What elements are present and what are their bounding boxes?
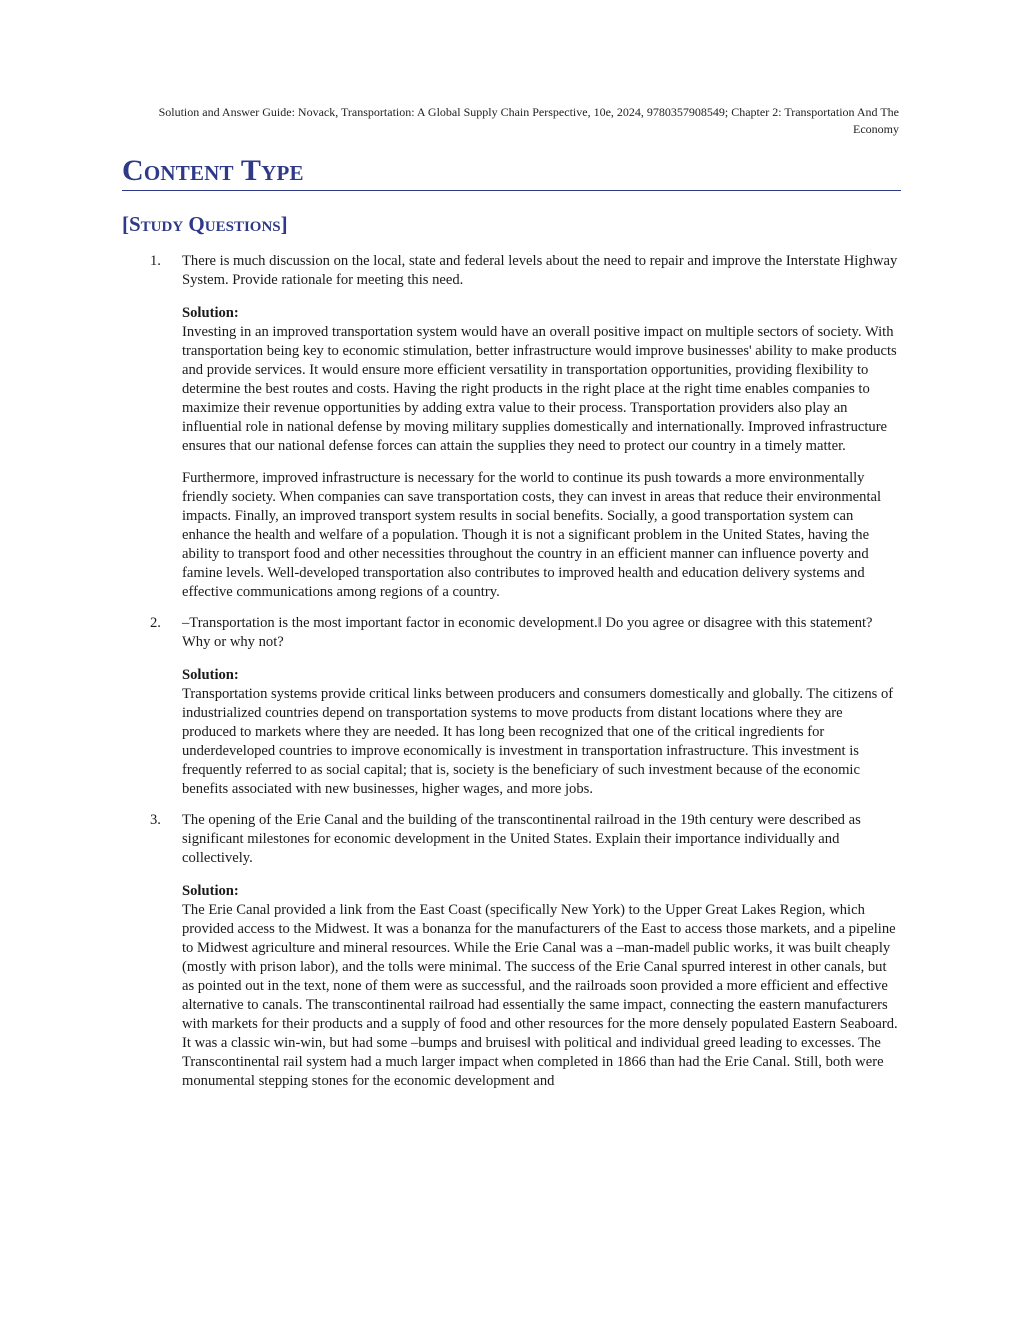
title-divider	[122, 190, 901, 191]
question-item	[150, 614, 899, 799]
solution-label: Solution:	[182, 883, 239, 899]
question-number: 1.	[150, 253, 161, 269]
question-item	[150, 811, 899, 1091]
study-questions-heading: [Study Questions]	[122, 212, 288, 236]
question-text: There is much discussion on the local, state and federal levels about the need to repair and improve the Interstate Highway System. Provide rationale for meeting this need.	[182, 253, 898, 288]
questions-list	[150, 252, 899, 1103]
content-type-title: Content Type	[122, 154, 304, 187]
solution-paragraph: Furthermore, improved infrastructure is necessary for the world to continue its push towards a more environmentally friendly society. When companies can save transportation costs, they can invest in areas that reduce their environmental impacts. Finally, an improved transport system results in social benefits. Socially, a good transportation system can enhance the health and welfare of a population. Though it is not a significant problem in the United States, having the ability to transport food and other necessities throughout the country in an efficient manner can influence poverty and famine levels. Well-developed transportation also contributes to improved health and education delivery systems and effective communications among regions of a country.	[182, 470, 882, 600]
question-number: 3.	[150, 812, 161, 828]
running-head: Solution and Answer Guide: Novack, Transportation: A Global Supply Chain Perspective, 10e, 2024, 9780357908549; Chapter 2: Transportation And The Economy	[158, 105, 899, 136]
solution-paragraph: Transportation systems provide critical links between producers and consumers domestically and globally. The citizens of industrialized countries depend on transportation systems to move products from distant locations where they are produced to markets where they are needed. It has long been recognized that one of the critical ingredients for underdeveloped countries to improve economically is investment in transportation infrastructure. This investment is frequently referred to as social capital; that is, society is the beneficiary of such investment because of the economic benefits associated with new businesses, higher wages, and more jobs.	[182, 686, 894, 797]
solution-paragraph: Investing in an improved transportation system would have an overall positive impact on multiple sectors of society. With transportation being key to economic stimulation, better infrastructure would improve businesses' ability to make products and provide services. It would ensure more efficient versatility in transportation opportunities, providing flexibility to determine the best routes and costs. Having the right products in the right place at the right time enables companies to maximize their revenue opportunities by adding extra value to their process. Transportation providers also play an influential role in national defense by moving military supplies domestically and internationally. Improved infrastructure ensures that our national defense forces can attain the supplies they need to protect our country in a timely matter.	[182, 324, 897, 454]
question-item	[150, 252, 899, 602]
solution-label: Solution:	[182, 305, 239, 321]
solution-label: Solution:	[182, 667, 239, 683]
question-text: The opening of the Erie Canal and the building of the transcontinental railroad in the 19th century were described as significant milestones for economic development in the United States. Explain their importance individually and collectively.	[182, 812, 861, 866]
solution-paragraph: The Erie Canal provided a link from the East Coast (specifically New York) to the Upper Great Lakes Region, which provided access to the Midwest. It was a bonanza for the manufacturers of the East to access those markets, and a pipeline to Midwest agriculture and mineral resources. While the Erie Canal was a –man-made‖ public works, it was built cheaply (mostly with prison labor), and the tolls were minimal. The success of the Erie Canal spurred interest in other canals, but as pointed out in the text, none of them were as successful, and the railroads soon provided a more efficient and effective alternative to canals. The transcontinental railroad had essentially the same impact, connecting the eastern manufacturers with markets for their products and a supply of food and other resources for the more densely populated Eastern Seaboard. It was a classic win-win, but had some –bumps and bruises‖ with political and individual greed leading to excesses. The Transcontinental rail system had a much larger impact when completed in 1866 than had the Erie Canal. Still, both were monumental stepping stones for the economic development and	[182, 902, 898, 1089]
question-number: 2.	[150, 615, 161, 631]
question-text: –Transportation is the most important factor in economic development.‖ Do you agree or disagree with this statement? Why or why not?	[182, 615, 873, 650]
